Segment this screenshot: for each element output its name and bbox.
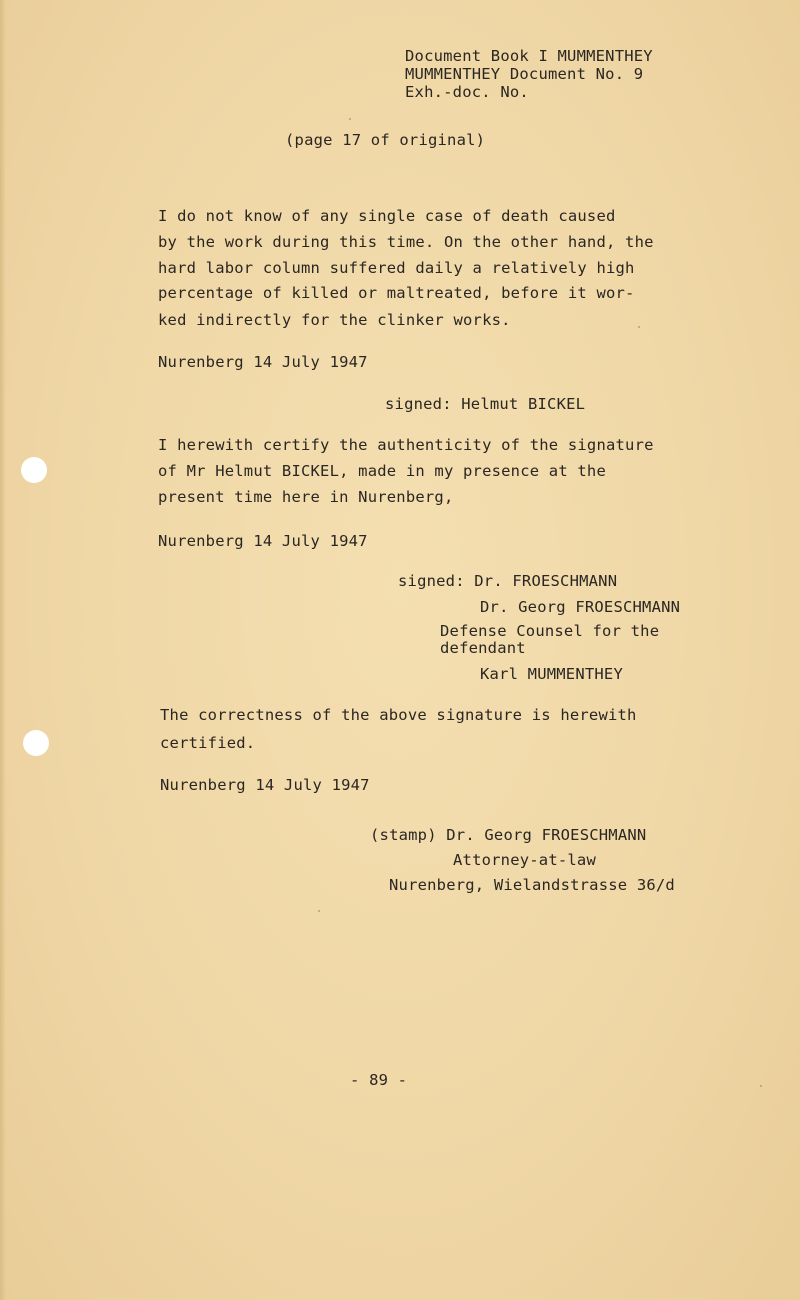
header-document-book: Document Book I MUMMENTHEY — [405, 47, 653, 65]
defendant-name: Karl MUMMENTHEY — [480, 665, 623, 683]
paragraph-line: I herewith certify the authenticity of the signature — [158, 436, 654, 454]
punch-hole-top — [21, 457, 47, 483]
paragraph-line: percentage of killed or maltreated, before it wor- — [158, 284, 635, 302]
signature-line: signed: Helmut BICKEL — [385, 395, 586, 413]
header-document-number: MUMMENTHEY Document No. 9 — [405, 65, 644, 83]
date-line: Nurenberg 14 July 1947 — [158, 353, 368, 371]
paragraph-line: I do not know of any single case of death caused — [158, 207, 616, 225]
signatory-name: Dr. Georg FROESCHMANN — [480, 598, 681, 616]
stamp-line: (stamp) Dr. Georg FROESCHMANN — [370, 826, 647, 844]
signature-line: signed: Dr. FROESCHMANN — [398, 572, 618, 590]
stamp-address: Nurenberg, Wielandstrasse 36/d — [389, 876, 675, 894]
date-line: Nurenberg 14 July 1947 — [158, 532, 368, 550]
signatory-role: Defense Counsel for the — [440, 622, 660, 640]
stamp-title: Attorney-at-law — [453, 851, 596, 869]
paragraph-line: certified. — [160, 734, 256, 752]
paragraph-line: hard labor column suffered daily a relatively high — [158, 259, 635, 277]
paragraph-line: ked indirectly for the clinker works. — [158, 311, 511, 329]
paragraph-line: of Mr Helmut BICKEL, made in my presence at the — [158, 462, 606, 480]
paper-speck — [318, 910, 320, 912]
paper-speck — [349, 118, 351, 120]
paragraph-line: The correctness of the above signature is herewith — [160, 706, 637, 724]
page-reference: (page 17 of original) — [285, 131, 486, 149]
paper-edge — [0, 0, 6, 1300]
signatory-role: defendant — [440, 639, 526, 657]
punch-hole-bottom — [23, 730, 49, 756]
header-exhibit-number: Exh.-doc. No. — [405, 83, 529, 101]
paper-speck — [638, 326, 640, 328]
paragraph-line: present time here in Nurenberg, — [158, 488, 454, 506]
paragraph-line: by the work during this time. On the other hand, the — [158, 233, 654, 251]
page-number: - 89 - — [350, 1071, 408, 1089]
paper-speck — [760, 1085, 762, 1087]
date-line: Nurenberg 14 July 1947 — [160, 776, 370, 794]
